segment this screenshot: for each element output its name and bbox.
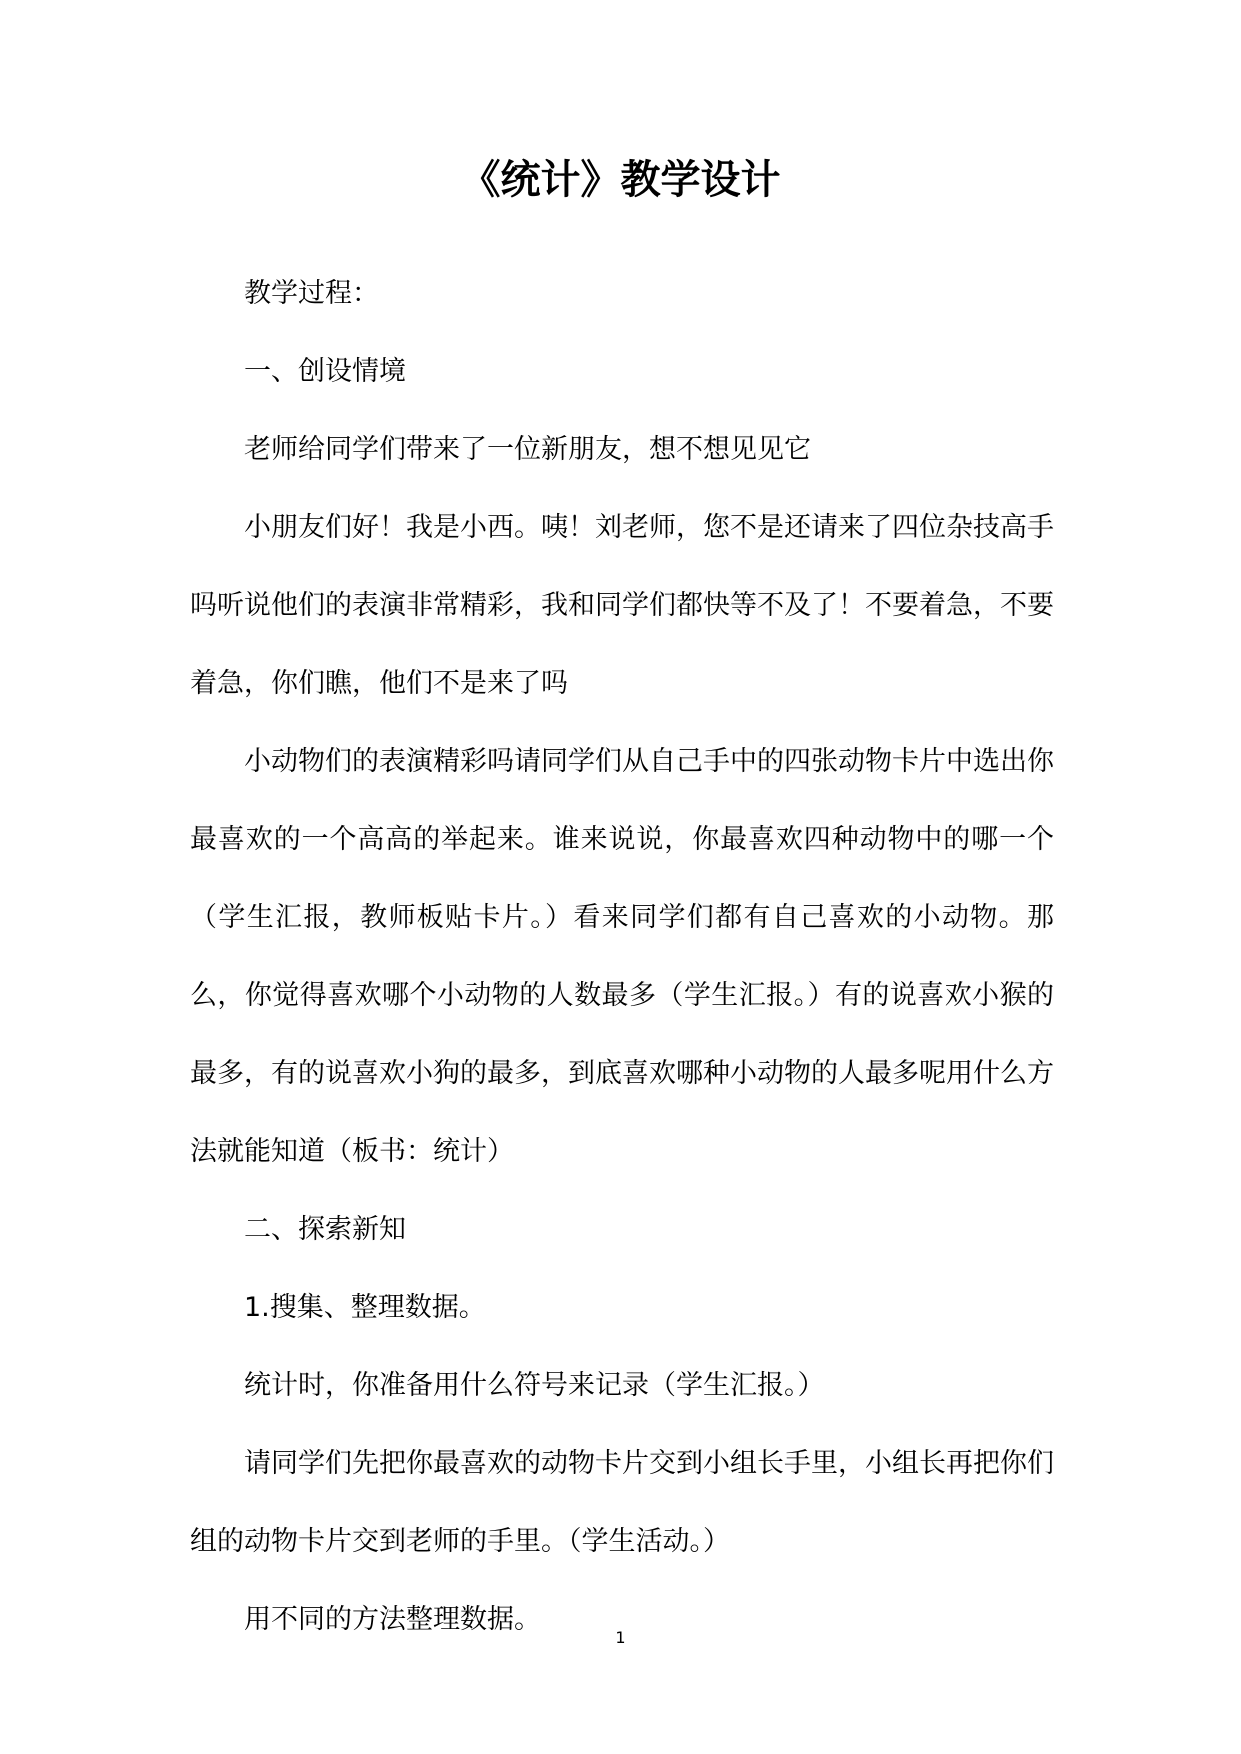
paragraph-hand-in-cards: 请同学们先把你最喜欢的动物卡片交到小组长手里，小组长再把你们组的动物卡片交到老师的手里。（学生活动。）: [190, 1448, 1054, 1557]
page-number: 1: [615, 1628, 626, 1647]
paragraph-organize-methods: 用不同的方法整理数据。: [244, 1604, 541, 1635]
page-title: 《统计》教学设计: [460, 157, 781, 203]
section-heading-create-scenario: 一、创设情境: [244, 356, 406, 387]
paragraph-new-friend: 老师给同学们带来了一位新朋友，想不想见见它: [244, 434, 811, 465]
paragraph-teaching-process: 教学过程：: [244, 278, 379, 309]
document-body: [190, 255, 1054, 1659]
paragraph-xiaoxi-greeting: 小朋友们好！我是小西。咦！刘老师，您不是还请来了四位杂技高手吗听说他们的表演非常精彩，我和同学们都快等不及了！不要着急，不要着急，你们瞧，他们不是来了吗: [190, 512, 1054, 699]
subheading-collect-data: 1.搜集、整理数据。: [244, 1292, 486, 1323]
paragraph-animal-cards: 小动物们的表演精彩吗请同学们从自己手中的四张动物卡片中选出你最喜欢的一个高高的举起来。谁来说说，你最喜欢四种动物中的哪一个（学生汇报，教师板贴卡片。）看来同学们都有自己喜欢的小动物。那么，你觉得喜欢哪个小动物的人数最多（学生汇报。）有的说喜欢小猴的最多，有的说喜欢小狗的最多，到底喜欢哪种小动物的人最多呢用什么方法就能知道（板书：统计）: [190, 746, 1054, 1167]
paragraph-symbols: 统计时，你准备用什么符号来记录（学生汇报。）: [244, 1370, 825, 1401]
section-heading-explore: 二、探索新知: [244, 1214, 406, 1245]
